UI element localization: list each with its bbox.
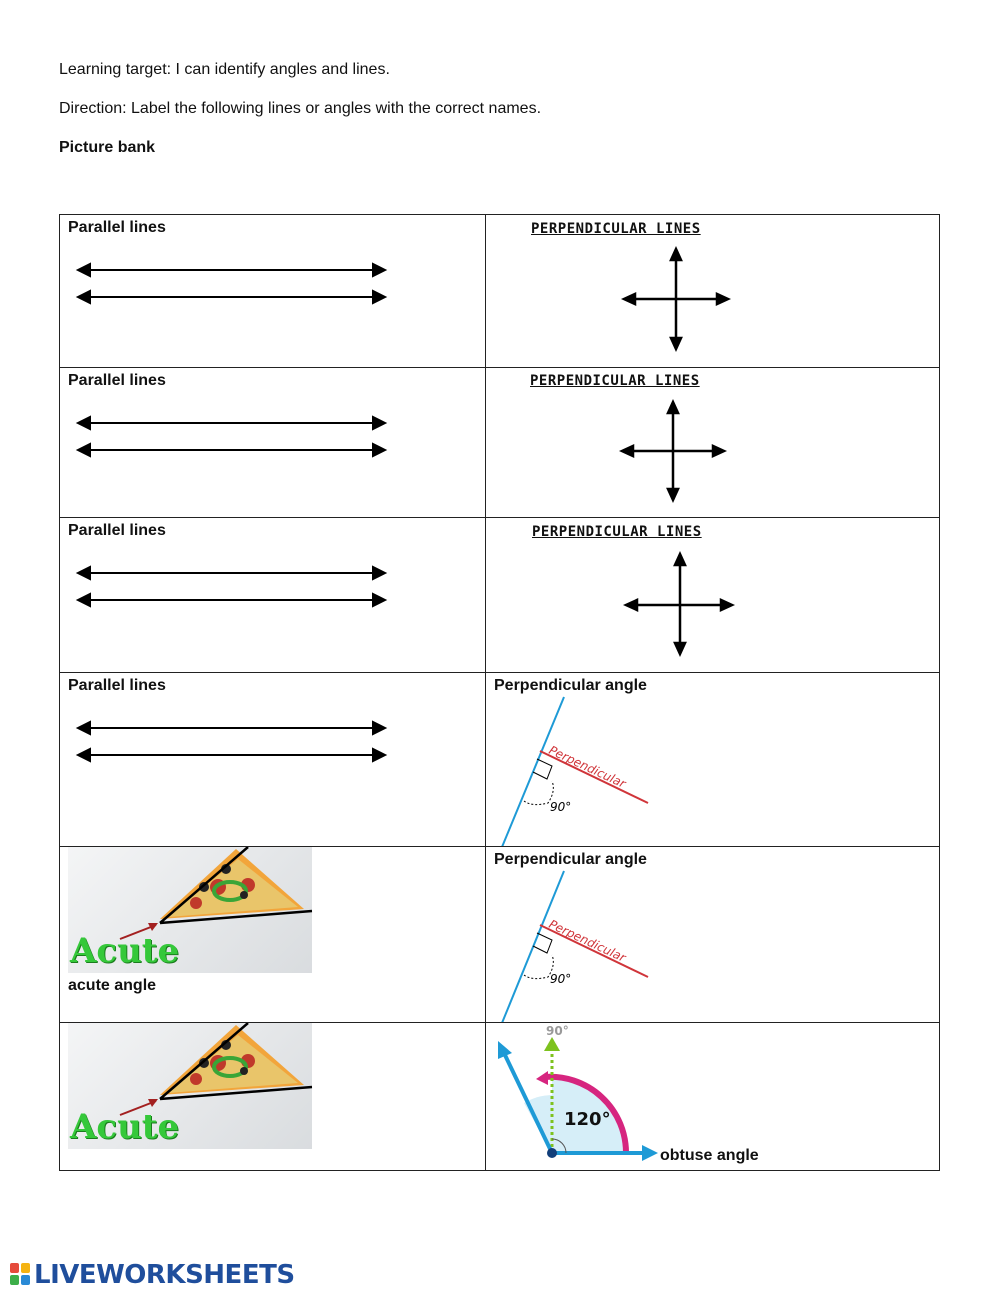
ninety-degree-text: 90° <box>550 800 572 814</box>
ninety-degree-text: 90° <box>550 972 572 986</box>
parallel-lines-diagram <box>60 673 486 847</box>
perpendicular-lines-label: PERPENDICULAR LINES <box>530 373 700 389</box>
perpendicular-lines-label: PERPENDICULAR LINES <box>531 221 701 237</box>
acute-image-text: Acute <box>70 1107 180 1147</box>
perpendicular-lines-diagram <box>486 368 940 518</box>
ninety-degree-text: 90° <box>546 1024 569 1038</box>
perpendicular-lines-cell <box>486 368 940 518</box>
liveworksheets-logo <box>10 1260 295 1290</box>
perpendicular-angle-diagram <box>486 847 940 1023</box>
table-row <box>60 1023 940 1171</box>
direction-text: Direction: Label the following lines or angles with the correct names. <box>59 100 542 117</box>
angle-value-text: 120° <box>564 1109 611 1130</box>
perpendicular-lines-diagram <box>486 518 940 673</box>
obtuse-angle-cell <box>486 1023 940 1171</box>
perpendicular-lines-cell <box>486 215 940 368</box>
table-row <box>60 673 940 847</box>
brand-name: LIVEWORKSHEETS <box>34 1260 295 1290</box>
learning-target: Learning target: I can identify angles and lines. <box>59 61 390 78</box>
parallel-lines-diagram <box>60 518 486 673</box>
perpendicular-angle-diagram <box>486 673 940 847</box>
perpendicular-angle-label: Perpendicular angle <box>494 677 647 694</box>
table-row <box>60 368 940 518</box>
logo-mark-icon <box>10 1263 32 1287</box>
parallel-lines-diagram <box>60 215 486 368</box>
perpendicular-angle-cell <box>486 847 940 1023</box>
parallel-lines-label: Parallel lines <box>68 372 166 389</box>
perpendicular-lines-diagram <box>486 215 940 368</box>
parallel-lines-label: Parallel lines <box>68 677 166 694</box>
perpendicular-diagram-text: Perpendicular <box>546 917 628 965</box>
picture-bank-heading: Picture bank <box>59 139 156 156</box>
parallel-lines-cell <box>60 518 486 673</box>
parallel-lines-label: Parallel lines <box>68 522 166 539</box>
acute-image-text: Acute <box>70 931 180 971</box>
picture-bank-table <box>59 214 940 1171</box>
table-row <box>60 215 940 368</box>
table-row <box>60 518 940 673</box>
perpendicular-lines-label: PERPENDICULAR LINES <box>532 524 702 540</box>
parallel-lines-label: Parallel lines <box>68 219 166 236</box>
perpendicular-diagram-text: Perpendicular <box>546 743 628 791</box>
parallel-lines-cell <box>60 673 486 847</box>
obtuse-angle-label: obtuse angle <box>660 1147 759 1164</box>
acute-angle-label: acute angle <box>68 977 157 994</box>
parallel-lines-diagram <box>60 368 486 518</box>
perpendicular-angle-cell <box>486 673 940 847</box>
pizza-acute-image <box>68 1023 312 1149</box>
acute-angle-cell <box>60 847 486 1023</box>
parallel-lines-cell <box>60 215 486 368</box>
perpendicular-angle-label: Perpendicular angle <box>494 851 647 868</box>
pizza-acute-image <box>68 847 312 973</box>
table-row <box>60 847 940 1023</box>
parallel-lines-cell <box>60 368 486 518</box>
perpendicular-lines-cell <box>486 518 940 673</box>
acute-angle-cell <box>60 1023 486 1171</box>
